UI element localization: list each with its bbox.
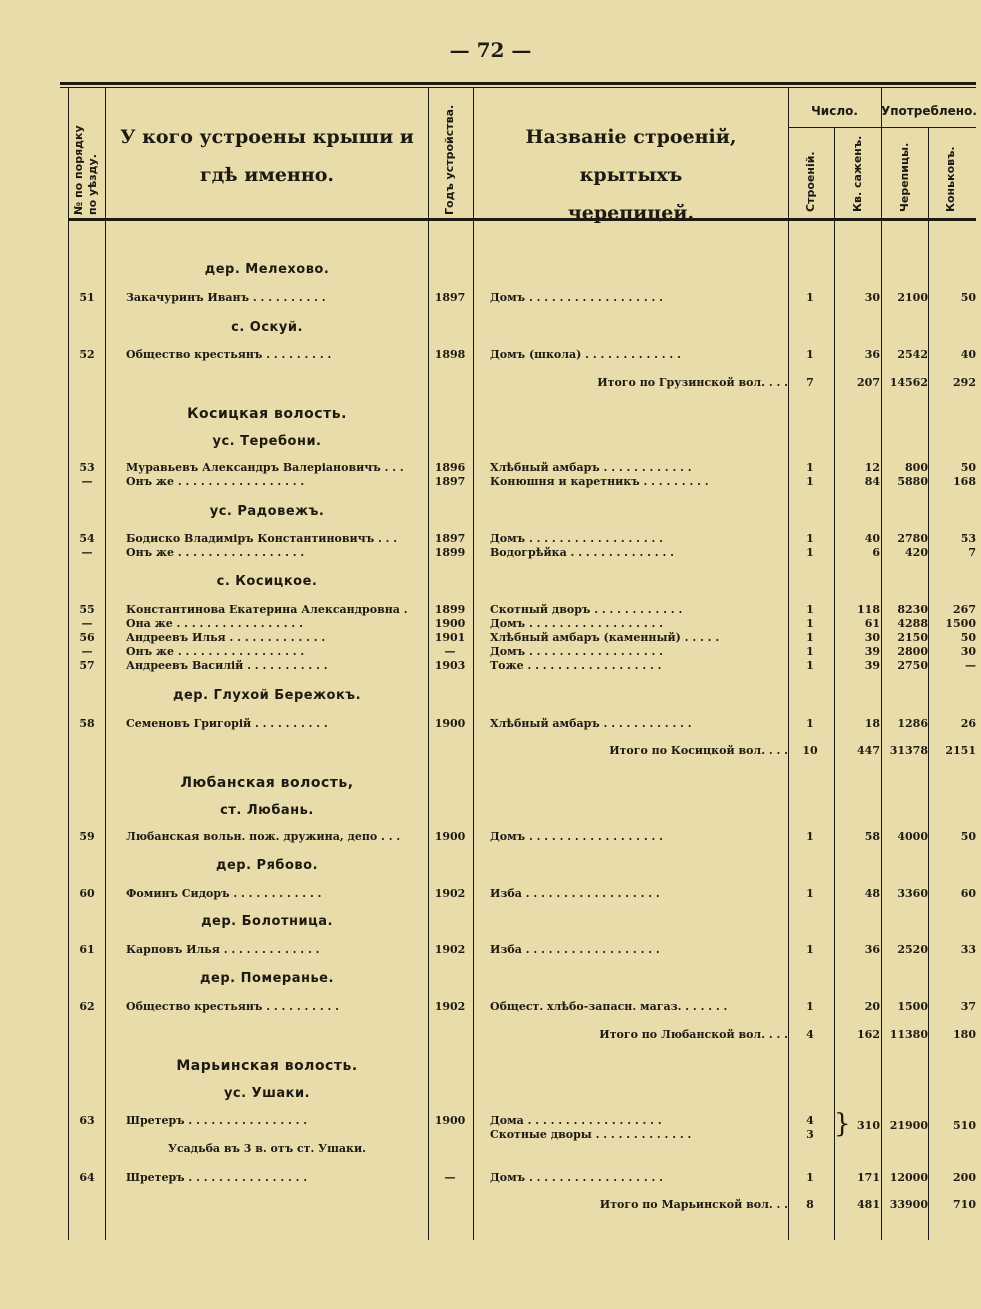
estate-note: Усадьба въ 3 в. отъ ст. Ушаки. (168, 1142, 366, 1155)
section-label: с. Косицкое. (216, 574, 318, 589)
table-row: 62 Общество крестьянъ . . . . . . . . . . 1902 Общест. хлѣбо-запасн. магаз. . . . . . . 1 20 1500 37 (79, 1000, 976, 1013)
table-row: 51 Закачуринъ Иванъ . . . . . . . . . . 1897 Домъ . . . . . . . . . . . . . . . . . . 1 30 2100 50 (79, 291, 976, 304)
header-tiles: Черепицы. (898, 142, 911, 212)
table-row: — Онъ же . . . . . . . . . . . . . . . . . 1897 Конюшня и каретникъ . . . . . . . . . 1 84 5880 168 (81, 475, 976, 488)
section-label: с. Оскуй. (231, 320, 303, 335)
section-label: ст. Любань. (220, 803, 314, 818)
top-rule-thin (60, 87, 976, 88)
table-row: 55 Константинова Екатерина Александровна . 1899 Скотный дворъ . . . . . . . . . . . . 1 118 8230 267 (79, 603, 976, 616)
table-row: — Онъ же . . . . . . . . . . . . . . . . . 1899 Водогрѣйка . . . . . . . . . . . . . . 1 6 420 7 (81, 546, 976, 559)
table-row: 54 Бодиско Владиміръ Константиновичъ . . . 1897 Домъ . . . . . . . . . . . . . . . . . . 1 40 2780 53 (79, 532, 976, 545)
total-row: Итого по Косицкой вол. . . . 10 447 31378 2151 (609, 744, 976, 757)
section-label: дер. Мелехово. (204, 262, 330, 277)
volost-label: Косицкая волость. (187, 406, 347, 422)
brace-mark: } (834, 1109, 851, 1139)
page-number: — 72 — (449, 38, 532, 62)
section-label: дер. Рябово. (215, 858, 319, 873)
section-label: дер. Болотница. (201, 914, 333, 929)
table-row: — Она же . . . . . . . . . . . . . . . . . 1900 Домъ . . . . . . . . . . . . . . . . . . 1 61 4288 1500 (81, 617, 976, 630)
section-label: ус. Радовежъ. (209, 504, 325, 519)
table-row: 53 Муравьевъ Александръ Валеріановичъ . . . 1896 Хлѣбный амбаръ . . . . . . . . . . . . 1 12 800 50 (79, 461, 976, 474)
table-row: 52 Общество крестьянъ . . . . . . . . . 1898 Домъ (школа) . . . . . . . . . . . . . 1 36 2542 40 (79, 348, 976, 361)
section-label: дер. Померанье. (200, 971, 334, 986)
total-row: Итого по Марьинской вол. . . 8 481 33900 710 (599, 1198, 976, 1211)
total-row: Итого по Грузинской вол. . . . 7 207 14562 292 (597, 376, 976, 389)
header-count-group: Число. (811, 104, 858, 118)
table-row: — Онъ же . . . . . . . . . . . . . . . . . — Домъ . . . . . . . . . . . . . . . . . . 1 39 2800 30 (81, 645, 976, 658)
section-label: ус. Теребони. (212, 434, 322, 449)
group-header-rule (788, 127, 976, 128)
header-num: № по порядку по уѣзду. (72, 125, 99, 215)
table-row: 60 Фоминъ Сидоръ . . . . . . . . . . . . 1902 Изба . . . . . . . . . . . . . . . . . . 1 48 3360 60 (79, 887, 976, 900)
table-row: 58 Семеновъ Григорій . . . . . . . . . . 1900 Хлѣбный амбаръ . . . . . . . . . . . . 1 18 1286 26 (79, 717, 976, 730)
table-row: Скотные дворы . . . . . . . . . . . . . 3 (490, 1128, 814, 1141)
table-row: 63 Шретеръ . . . . . . . . . . . . . . . . 1900 Дома . . . . . . . . . . . . . . . . . . 4 310 21900 510 (79, 1114, 976, 1132)
header-owner: У кого устроены крыши и гдѣ именно. (120, 126, 414, 186)
header-used-group: Употреблено. (881, 104, 977, 118)
table-row: 59 Любанская вольн. пож. дружина, депо . . . 1900 Домъ . . . . . . . . . . . . . . . . . . 1 58 4000 50 (79, 830, 976, 843)
header-building: Названіе строеній, крытыхъ черепицей. (525, 126, 737, 224)
volost-label: Марьинская волость. (176, 1058, 358, 1074)
table-row: 61 Карповъ Илья . . . . . . . . . . . . . 1902 Изба . . . . . . . . . . . . . . . . . . 1 36 2520 33 (79, 943, 976, 956)
header-sq-sazhen: Кв. саженъ. (851, 135, 864, 212)
header-ridges: Коньковъ. (944, 146, 957, 212)
table-row: 56 Андреевъ Илья . . . . . . . . . . . . . 1901 Хлѣбный амбаръ (каменный) . . . . . 1 30 2150 50 (79, 631, 976, 644)
volost-label: Любанская волость, (180, 775, 354, 791)
total-row: Итого по Любанской вол. . . . 4 162 11380 180 (599, 1028, 976, 1041)
table-row: 64 Шретеръ . . . . . . . . . . . . . . . . — Домъ . . . . . . . . . . . . . . . . . . 1 171 12000 200 (79, 1171, 976, 1184)
header-structures: Строеній. (804, 151, 817, 212)
section-label: дер. Глухой Бережокъ. (172, 688, 362, 703)
table-row: 57 Андреевъ Василій . . . . . . . . . . . 1903 Тоже . . . . . . . . . . . . . . . . . . 1 39 2750 — (79, 659, 976, 672)
top-rule (60, 82, 976, 85)
section-label: ус. Ушаки. (223, 1086, 311, 1101)
header-year: Годъ устройства. (443, 104, 456, 215)
